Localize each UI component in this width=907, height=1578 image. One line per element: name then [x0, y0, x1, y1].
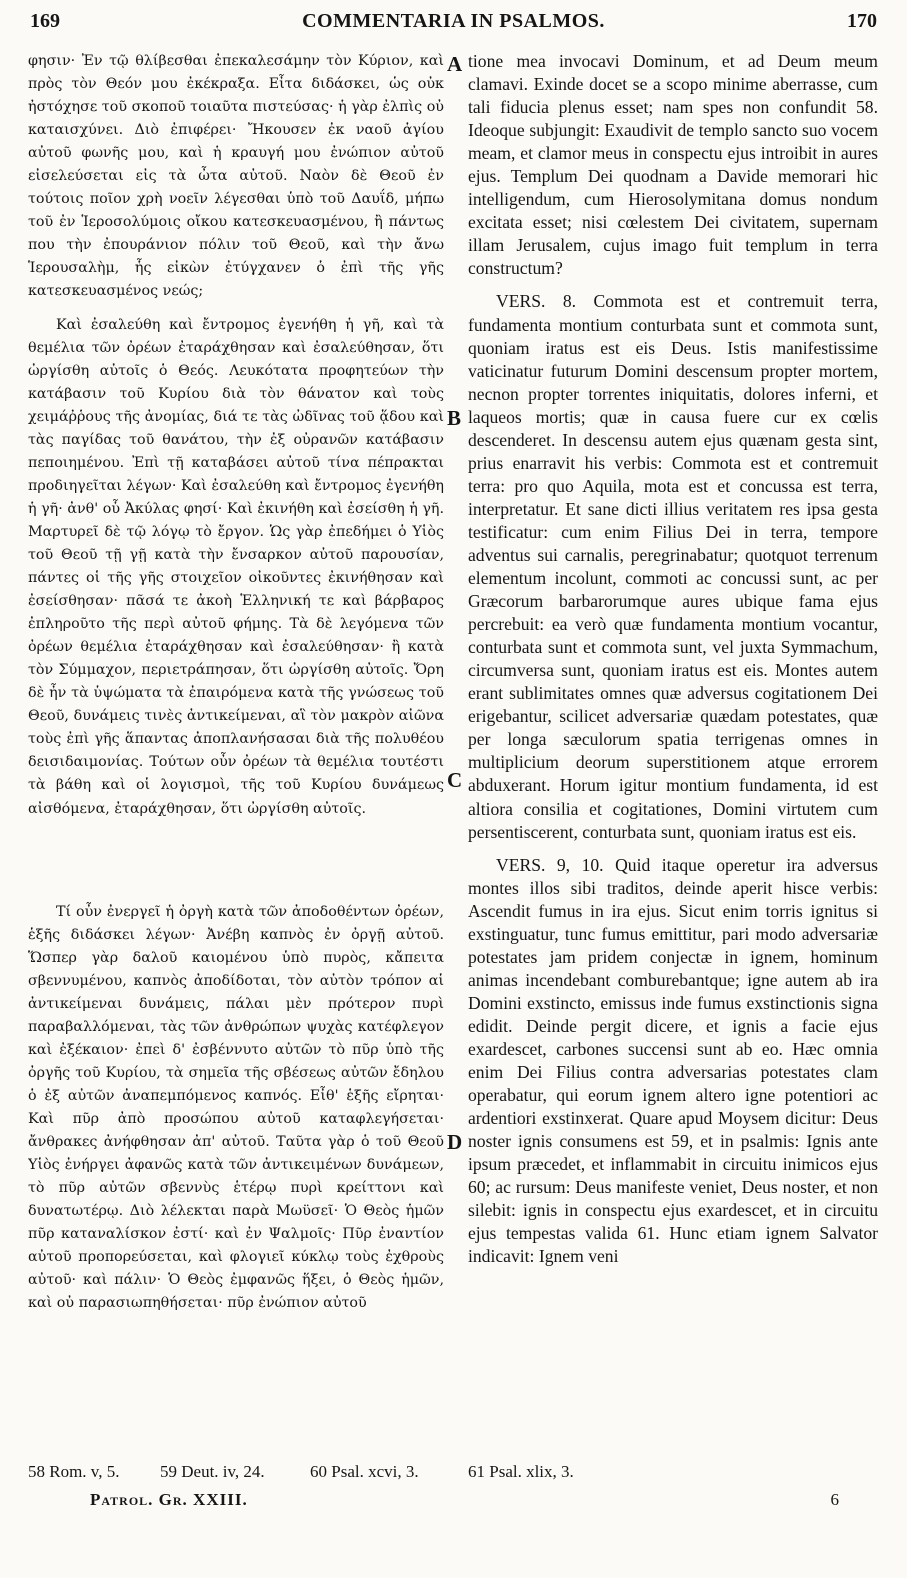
footnote-59: 59 Deut. iv, 24.	[160, 1462, 265, 1481]
margin-letter-a: A	[447, 52, 463, 76]
footer	[28, 1462, 879, 1518]
latin-paragraph-1: tione mea invocavi Dominum, et ad Deum meum clamavi. Exinde docet se a scopo minime aberrasse, cum tali fiducia plenus esset; nam spes non confundit 58. Ideoque subjungit: Exaudivit de templo sancto suo vocem meam, et clamor meus in conspectu ejus introibit in aures ejus. Templum Dei quodnam a Davide memorari hic intelligendum, cum Hierosolymitana domus nondum excitata esset; nisi cœlestem Dei civitatem, supernam illam Jerusalem, cujus imago fuit templum in terra constructum?	[468, 51, 878, 279]
greek-paragraph-2: Καὶ ἐσαλεύθη καὶ ἔντρομος ἐγενήθη ἡ γῆ, καὶ τὰ θεμέλια τῶν ὀρέων ἐταράχθησαν καὶ ἐσαλεύθησαν, ὅτι ὠργίσθη αὐτοῖς ὁ Θεός. Λευκότατα προφητεύων τὴν κατάβασιν τοῦ Κυρίου διὰ τὸν θάνατον καὶ τοὺς χειμάῤῥους τῆς ἀνομίας, διά τε τὰς ὠδῖνας τοῦ ᾅδου καὶ τὰς παγίδας τοῦ θανάτου, τὴν ἐξ οὐρανῶν κατάβασιν πεποιημένου. Ἐπὶ τῇ καταβάσει αὐτοῦ τίνα πέπρακται προδιηγεῖται λέγων· Καὶ ἐσαλεύθη καὶ ἔντρομος ἐγενήθη ἡ γῆ· ἀνθ' οὗ Ἀκύλας φησί· Καὶ ἐκινήθη καὶ ἐσείσθη ἡ γῆ. Μαρτυρεῖ δὲ τῷ λόγῳ τὸ ἔργον. Ὡς γὰρ ἐπεδήμει ὁ Υἱὸς τοῦ Θεοῦ τῇ γῇ κατὰ τὴν ἔνσαρκον αὐτοῦ παρουσίαν, πάντες οἱ τῆς γῆς στοιχεῖον οἰκοῦντες ἐκινήθησαν καὶ ἐσείσθησαν· πᾶσά τε ἀκοὴ Ἑλληνική τε καὶ βάρβαρος ἐπληροῦτο τῆς περὶ αὐτοῦ φήμης. Τὰ δὲ λεγόμενα τῶν ὀρέων θεμέλια ἐταράχθησαν καὶ ἐσαλεύθησαν· ἢ κατὰ τὸν Σύμμαχον, περιετράπησαν, ὅτι ὠργίσθη αὐτοῖς. Ὄρη δὲ ἦν τὰ ὑψώματα τὰ ἐπαιρόμενα κατὰ τῆς γνώσεως τοῦ Θεοῦ, δυνάμεις τινὲς ἀντικείμεναι, αἳ τὸν μακρὸν αἰῶνα τοὺς ἐπὶ γῆς ἅπαντας ἀποπλανήσασαι διὰ τῆς πολυθέου δεισιδαιμονίας. Τούτων οὖν ὀρέων τὰ θεμέλια τουτέστι τὰ βάθη καὶ οἱ λογισμοὶ, τῆς τοῦ Κυρίου δυνάμεως αἰσθόμενα, ἐταράχθησαν, ὅτι ὠργίσθη αὐτοῖς.	[28, 316, 444, 817]
greek-column	[28, 50, 444, 1448]
running-header	[30, 10, 877, 40]
page-number-right: 170	[847, 10, 877, 32]
footnote-60: 60 Psal. xcvi, 3.	[310, 1462, 419, 1481]
margin-letter-d: D	[447, 1130, 463, 1154]
footnotes	[28, 1462, 879, 1486]
footnote-61: 61 Psal. xlix, 3.	[468, 1462, 574, 1481]
latin-column	[468, 50, 878, 1448]
greek-paragraph-3: Τί οὖν ἐνεργεῖ ἡ ὀργὴ κατὰ τῶν ἀποδοθέντων ὀρέων, ἑξῆς διδάσκει λέγων· Ἀνέβη καπνὸς ἐν ὀργῇ αὐτοῦ. Ὥσπερ γὰρ δαλοῦ καιομένου ὑπὸ πυρὸς, κἄπειτα σβεννυμένου, καπνὸς ἀποδίδοται, τὸν αὐτὸν τρόπον αἱ ἀντικείμεναι δυνάμεις, πάλαι μὲν πρότερον πυρὶ παραβαλλόμεναι, τὰς τῶν ἀνθρώπων ψυχὰς κατέφλεγον καὶ ἐξέκαιον· ἐπεὶ δ' ἐσβέννυτο αὐτῶν τὸ πῦρ ὑπὸ τῆς ὀργῆς τοῦ Κυρίου, τὰ σημεῖα τῆς σβέσεως αὐτῶν ἔδηλου ὁ ἐξ αὐτῶν ἀναπεμπόμενος καπνός. Εἶθ' ἑξῆς εἴρηται· Καὶ πῦρ ἀπὸ προσώπου αὐτοῦ καταφλεγήσεται· ἄνθρακες ἀνήφθησαν ἀπ' αὐτοῦ. Ταῦτα γὰρ ὁ τοῦ Θεοῦ Υἱὸς ἐνήργει ἀφανῶς κατὰ τῶν ἀντικειμένων δυνάμεων, τὸ πῦρ αὐτῶν σβεννὺς ἑτέρῳ πυρὶ κρείττονι καὶ δυνατωτέρῳ. Διὸ λέλεκται παρὰ Μωϋσεῖ· Ὁ Θεὸς ἡμῶν πῦρ καταναλίσκον ἐστί· καὶ ἐν Ψαλμοῖς· Πῦρ ἐναντίον αὐτοῦ προπορεύσεται, καὶ φλογιεῖ κύκλῳ τοὺς ἐχθροὺς αὐτοῦ· καὶ πάλιν· Ὁ Θεὸς ἐμφανῶς ἥξει, ὁ Θεὸς ἡμῶν, καὶ οὐ παρασιωπηθήσεται· πῦρ ἐνώπιον αὐτοῦ	[28, 903, 444, 1312]
volume-signature: Patrol. Gr. XXIII.	[90, 1490, 248, 1509]
footnote-58: 58 Rom. v, 5.	[28, 1462, 120, 1481]
latin-paragraph-2: VERS. 8. Commota est et contremuit terra, fundamenta montium conturbata sunt et commota sunt, quoniam iratus est eis Deus. Istis manifestissime vaticinatur futurum Domini descensum propter mortem, necnon propter torrentes iniquitatis, dolores inferni, et laqueos mortis; quæ in causa fuere cur ex cœlis descenderet. In descensu autem ejus quænam gesta sint, prius enarravit his verbis: Commota est et contremuit terra: pro quo Aquila, mota est et concussa est terra, interpretatur. Et sane dicti illius veritatem res ipsa gesta testificatur: cum enim Filius Dei in terra, tempore adventus sui carnalis, peregrinabatur; quotquot terrenum elementum incolunt, commoti ac concussi sunt, ac per Græcorum barbarorumque aures ubique fama ejus percrebuit: ea verò quæ fundamenta montium vocantur, conturbata sunt et commota sunt, vel juxta Symmachum, circumversa sunt, quoniam iratus est eis. Montes autem erant sublimitates omnes quæ adversus cogitationem Dei erigebantur, scilicet adversariæ quædam potestates, quæ per longa sæculorum spatia terrigenas omnes in multiplicium deorum superstitionem atque errorem abduxerant. Horum igitur montium fundamenta, id est altiora consilia et cogitationes, Domini virtutem cum persentiscerent, conturbata sunt, quoniam iratus est eis.	[468, 291, 878, 842]
signature-line	[28, 1490, 879, 1518]
page-number-left: 169	[30, 10, 60, 32]
latin-paragraph-3: VERS. 9, 10. Quid itaque operetur ira adversus montes illos sibi traditos, deinde aperit hisce verbis: Ascendit fumus in ira ejus. Sicut enim torris ignitus si exstinguatur, tunc fumus emittitur, pari modo adversariæ potestates jam pridem conjectæ in ignem, hominum animas incendebant comburebantque; igne autem ab ira Domini exstincto, emissus inde fumus exstinctionis signa edidit. Deinde pergit dicere, et ignis a facie ejus exardescet, carbones succensi sunt ab eo. Hæc omnia enim Dei Filius contra adversarias potestates clam operabatur, qui eorum ignem altero igne potentiori ac ardentiori exstinxerat. Quare apud Moysem dicitur: Deus noster ignis consumens est 59, et in psalmis: Ignis ante ipsum præcedet, et inflammabit in circuitu inimicos ejus 60; ac rursum: Deus manifeste veniet, Deus noster, et non silebit: ignis in conspectu ejus exardescet, et in circuitu ejus tempestas valida 61. Hunc etiam ignem Salvator indicavit: Ignem veni	[468, 854, 878, 1267]
running-head-title: COMMENTARIA IN PSALMOS.	[302, 10, 605, 32]
greek-paragraph-1: φησιν· Ἐν τῷ θλίβεσθαι ἐπεκαλεσάμην τὸν Κύριον, καὶ πρὸς τὸν Θεόν μου ἐκέκραξα. Εἶτα διδάσκει, ὡς οὐκ ἠστόχησε τοῦ σκοποῦ τοιαῦτα πιστεύσας· ἡ γὰρ ἐλπὶς οὐ καταισχύνει. Διὸ ἐπιφέρει· Ἤκουσεν ἐκ ναοῦ ἁγίου αὐτοῦ φωνῆς μου, καὶ ἡ κραυγή μου ἐνώπιον αὐτοῦ εἰσελεύσεται εἰς τὰ ὦτα αὐτοῦ. Ναὸν δὲ Θεοῦ ἐν τούτοις ποῖον χρὴ νοεῖν λέγεσθαι ὑπὸ τοῦ Δαυΐδ, μήπω τοῦ ἐν Ἱεροσολύμοις οἴκου κατεσκευασμένου, ἢ πάντως που τὴν ἐπουράνιον πόλιν τοῦ Θεοῦ, καὶ τὴν ἄνω Ἱερουσαλὴμ, ἧς εἰκὼν ἐτύγχανεν ὁ ἐπὶ τῆς γῆς κατεσκευασμένος νεώς;	[28, 53, 444, 300]
margin-letter-c: C	[447, 768, 463, 792]
gathering-number: 6	[830, 1490, 839, 1509]
margin-letter-b: B	[447, 406, 462, 430]
